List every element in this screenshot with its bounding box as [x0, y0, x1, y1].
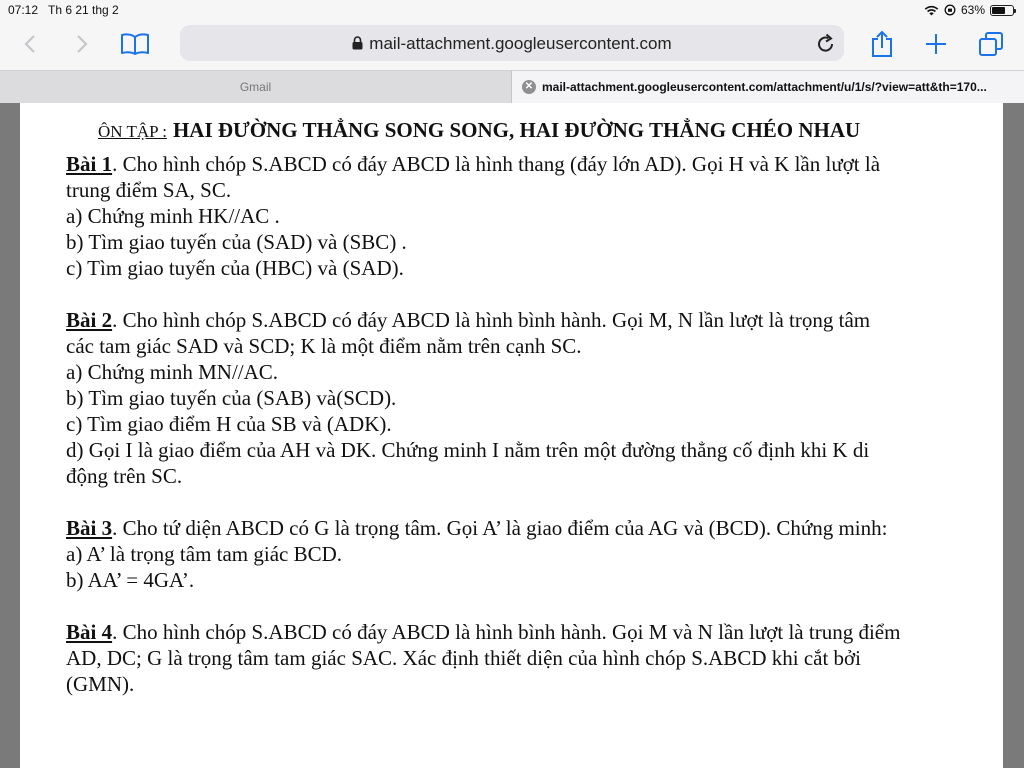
bookmarks-button[interactable] — [119, 30, 151, 58]
exercise-line: c) Tìm giao tuyến của (HBC) và (SAD). — [66, 256, 404, 280]
status-bar — [0, 0, 1024, 22]
exercise-line: Bài 1. Cho hình chóp S.ABCD có đáy ABCD là hình thang (đáy lớn AD). Gọi H và K lần lượt là — [66, 152, 881, 176]
exercise-label: Bài 1 — [66, 152, 113, 176]
book-icon — [120, 32, 150, 56]
exercise-line: c) Tìm giao điểm H của SB và (ADK). — [66, 412, 392, 436]
exercise-line: Bài 4. Cho hình chóp S.ABCD có đáy ABCD là hình bình hành. Gọi M và N lần lượt là trung điểm — [66, 620, 901, 644]
exercise-line: a) Chứng minh MN//AC. — [66, 360, 279, 384]
back-button[interactable] — [14, 30, 46, 58]
battery-percent: 63% — [960, 3, 985, 17]
tabs-icon — [978, 31, 1004, 57]
document-body — [66, 151, 966, 697]
heading-prefix: ÔN TẬP : — [98, 122, 167, 141]
chevron-right-icon — [76, 34, 88, 54]
exercise-line: trung điểm SA, SC. — [66, 178, 232, 202]
status-date: Th 6 21 thg 2 — [48, 3, 119, 17]
plus-icon — [925, 33, 947, 55]
browser-toolbar — [0, 22, 1024, 70]
exercise-line: Bài 3. Cho tứ diện ABCD có G là trọng tâm. Gọi A’ là giao điểm của AG và (BCD). Chứng minh: — [66, 516, 888, 540]
lock-icon — [352, 36, 363, 50]
share-button[interactable] — [866, 30, 898, 58]
exercise-line: (GMN). — [66, 672, 135, 696]
address-text-wrap — [180, 34, 844, 54]
chevron-left-icon — [24, 34, 36, 54]
exercise-line: b) AA’ = 4GA’. — [66, 568, 195, 592]
document-page — [20, 103, 1003, 768]
exercise-label: Bài 3 — [66, 516, 113, 540]
exercise-line: động trên SC. — [66, 464, 183, 488]
tabs-overview-button[interactable] — [975, 30, 1007, 58]
exercise-line: các tam giác SAD và SCD; K là một điểm nằm trên cạnh SC. — [66, 334, 582, 358]
exercise-line: Bài 2. Cho hình chóp S.ABCD có đáy ABCD là hình bình hành. Gọi M, N lần lượt là trọng tâm — [66, 308, 871, 332]
exercise-line: AD, DC; G là trọng tâm tam giác SAC. Xác định thiết diện của hình chóp S.ABCD khi cắt bởi — [66, 646, 861, 670]
exercise-line: a) Chứng minh HK//AC . — [66, 204, 280, 228]
tab-gmail[interactable] — [0, 71, 512, 103]
status-time: 07:12 — [8, 3, 39, 17]
address-bar[interactable] — [180, 25, 844, 61]
orientation-lock-icon — [944, 4, 956, 16]
address-text: mail-attachment.googleusercontent.com — [369, 34, 672, 53]
exercise-line: a) A’ là trọng tâm tam giác BCD. — [66, 542, 343, 566]
close-tab-icon[interactable]: ✕ — [522, 80, 536, 94]
exercise-line: b) Tìm giao tuyến của (SAD) và (SBC) . — [66, 230, 407, 254]
tab-gmail-label: Gmail — [239, 80, 272, 94]
exercise-line: d) Gọi I là giao điểm của AH và DK. Chứng minh I nằm trên một đường thẳng cố định khi K di — [66, 438, 870, 462]
status-right — [924, 3, 1014, 17]
share-icon — [871, 30, 893, 58]
new-tab-button[interactable] — [920, 30, 952, 58]
tab-attachment[interactable] — [512, 71, 1024, 103]
forward-button[interactable] — [66, 30, 98, 58]
document-heading — [98, 118, 958, 143]
tab-bar — [0, 70, 1024, 103]
exercise-label: Bài 4 — [66, 620, 113, 644]
tab-attachment-label: mail-attachment.googleusercontent.com/attachment/u/1/s/?view=att&th=170... — [542, 80, 987, 94]
reload-button[interactable] — [816, 32, 836, 59]
battery-icon — [990, 5, 1014, 16]
heading-title: HAI ĐƯỜNG THẲNG SONG SONG, HAI ĐƯỜNG THẲNG CHÉO NHAU — [172, 118, 861, 142]
reload-icon — [816, 32, 836, 54]
exercise-label: Bài 2 — [66, 308, 113, 332]
wifi-icon — [924, 5, 939, 16]
exercise-line: b) Tìm giao tuyến của (SAB) và(SCD). — [66, 386, 397, 410]
